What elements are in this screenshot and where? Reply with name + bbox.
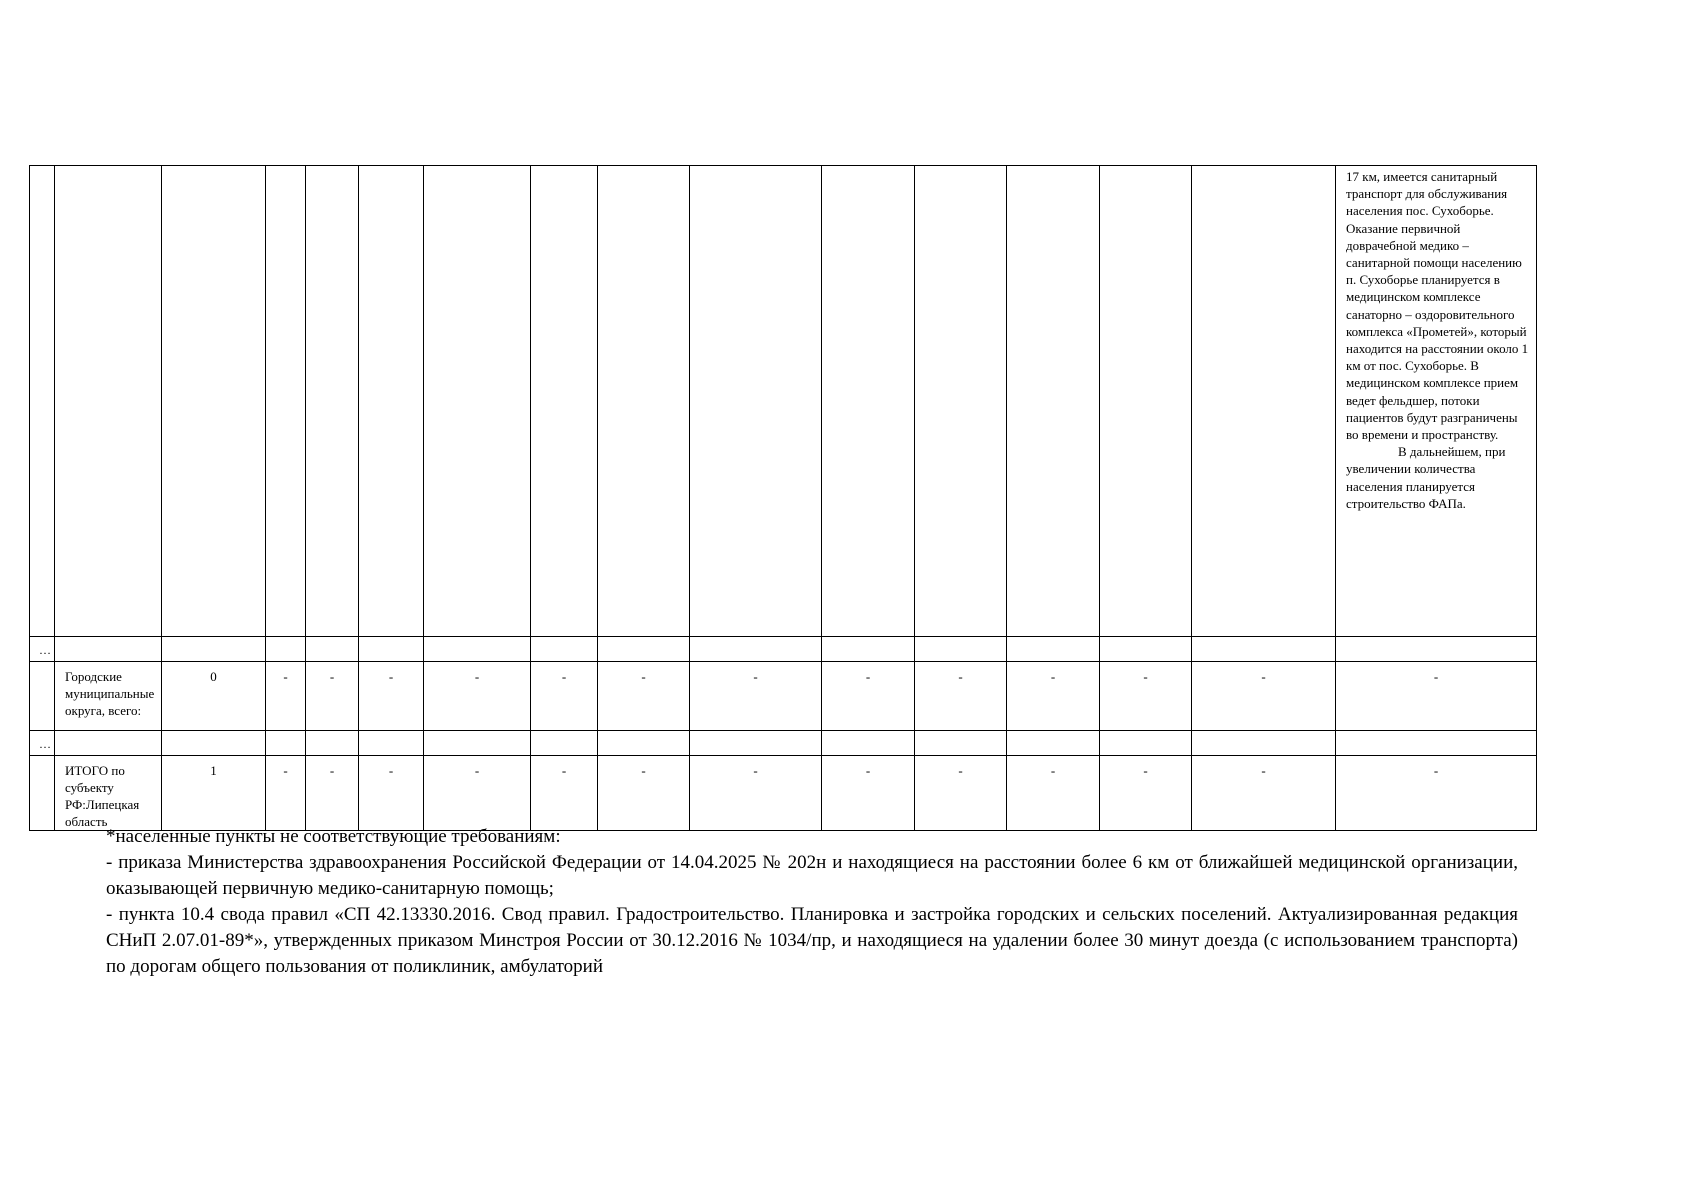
dash-cell: - (958, 763, 963, 778)
cell (531, 166, 598, 637)
cell (424, 166, 531, 637)
ellipsis-mark: … (39, 737, 51, 751)
table-row-total (30, 756, 1537, 831)
row-label-cell (55, 662, 162, 731)
cell (359, 166, 424, 637)
cell (598, 166, 690, 637)
footnote-item-order: - приказа Министерства здравоохранения Российской Федерации от 14.04.2025 № 202н и находящиеся на расстоянии более 6 км от ближайшей медицинской организации, оказывающей первичную медико-санитарную помощь; (106, 852, 1518, 899)
dash-cell: - (283, 763, 288, 778)
dash-cell: - (1050, 669, 1056, 684)
dash-cell: - (1143, 669, 1148, 684)
cell (266, 166, 306, 637)
cell (30, 756, 55, 831)
dash-cell: - (641, 669, 646, 684)
note-cell (1336, 166, 1537, 637)
cell (306, 166, 359, 637)
row-label: ИТОГО по субъекту РФ:Липецкая область (65, 763, 140, 829)
dash-cell: - (388, 669, 394, 684)
dash-cell: - (1261, 669, 1266, 684)
row-value: 0 (210, 669, 217, 684)
dash-cell: - (865, 763, 871, 778)
cell (55, 166, 162, 637)
dash-cell: - (1050, 763, 1056, 778)
dash-cell: - (1261, 763, 1266, 778)
row-label: Городские муниципальные округа, всего: (65, 669, 155, 718)
cell (162, 166, 266, 637)
dash-cell: - (641, 763, 646, 778)
cell (30, 731, 55, 756)
dash-cell: - (329, 669, 335, 684)
note-text-continuation: В дальнейшем, при увеличении количества населения планируется строительство ФАПа. (1346, 444, 1506, 511)
cell (915, 166, 1007, 637)
dash-cell: - (865, 669, 871, 684)
footnote-item-sp: - пункта 10.4 свода правил «СП 42.13330.2016. Свод правил. Градостроительство. Планировка и застройка городских и сельских поселений. Актуализированная редакция СНиП 2.07.01-89*», утвержденных приказом Минстроя России от 30.12.2016 № 1034/пр, и находящиеся на удалении более 30 минут доезда (с использованием транспорта) по дорогам общего пользования от поликлиник, амбулаторий (106, 904, 1518, 977)
table-row-ellipsis (30, 637, 1537, 662)
dash-cell: - (1143, 763, 1148, 778)
dash-cell: - (753, 763, 758, 778)
cell (30, 166, 55, 637)
cell (30, 662, 55, 731)
data-table (29, 165, 1537, 831)
dash-cell: - (958, 669, 963, 684)
cell (1007, 166, 1100, 637)
cell (30, 637, 55, 662)
note-text (1336, 166, 1536, 512)
cell (690, 166, 822, 637)
dash-cell: - (1433, 669, 1439, 684)
dash-cell: - (329, 763, 335, 778)
table-row-ellipsis (30, 731, 1537, 756)
table-row-urban-districts (30, 662, 1537, 731)
ellipsis-mark: … (39, 643, 51, 657)
dash-cell: - (474, 763, 480, 778)
table-row-continuation (30, 166, 1537, 637)
dash-cell: - (561, 763, 567, 778)
dash-cell: - (1433, 763, 1439, 778)
footnote-heading: *населенные пункты не соответствующие требованиям: (106, 826, 561, 847)
dash-cell: - (753, 669, 758, 684)
footnote (106, 824, 1518, 980)
dash-cell: - (474, 669, 480, 684)
cell (822, 166, 915, 637)
row-value: 1 (210, 763, 217, 778)
cell (1192, 166, 1336, 637)
cell (1100, 166, 1192, 637)
row-label-cell (55, 756, 162, 831)
dash-cell: - (388, 763, 394, 778)
dash-cell: - (283, 669, 288, 684)
dash-cell: - (561, 669, 567, 684)
note-text-main: 17 км, имеется санитарный транспорт для обслуживания населения пос. Сухоборье. Оказание первичной доврачебной медико – санитарной помощи населению п. Сухоборье планируется в медицинском комплексе санаторно – оздоровительного комплекса «Прометей», который находится на расстоянии около 1 км от пос. Сухоборье. В медицинском комплексе прием ведет фельдшер, потоки пациентов будут разграничены во времени и пространству. (1346, 169, 1529, 443)
